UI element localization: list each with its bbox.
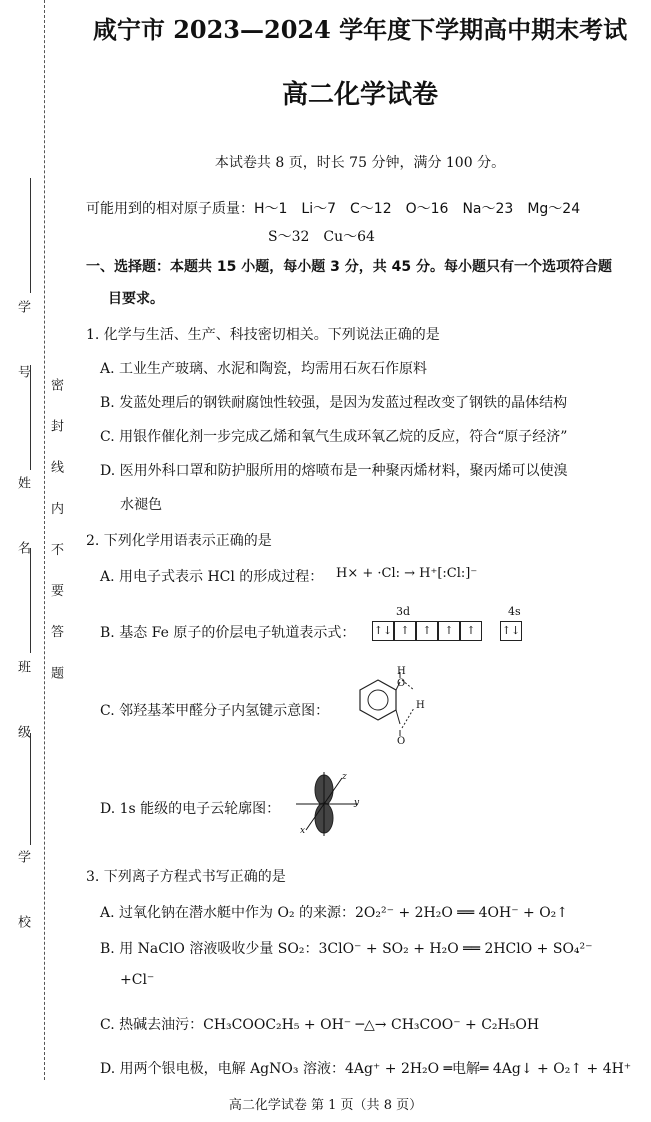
atomic-masses-line2: S～32 Cu～64 <box>268 229 375 245</box>
q3-option-b: B. 用 NaClO 溶液吸收少量 SO₂：3ClO⁻ + SO₂ + H₂O ══ 2HClO + SO₄²⁻ <box>100 941 593 957</box>
q2-option-b: B. 基态 Fe 原子的价层电子轨道表示式： <box>100 625 356 641</box>
orbital-4s-boxes <box>500 620 522 641</box>
q2-option-a: A. 用电子式表示 HCl 的形成过程： <box>100 569 324 585</box>
atomic-masses-line1: 可能用到的相对原子质量：H～1 Li～7 C～12 O～16 Na～23 Mg～24 <box>86 201 581 217</box>
section-heading-line2: 目要求。 <box>108 291 164 307</box>
page-footer: 高二化学试卷 第 1 页（共 8 页） <box>228 1098 423 1113</box>
axis-y-label: y <box>354 798 360 808</box>
orbital-box: ↑ <box>438 621 460 641</box>
q3-option-b-cont: +Cl⁻ <box>120 972 155 988</box>
q2-option-c: C. 邻羟基苯甲醛分子内氢键示意图： <box>100 703 330 719</box>
q2-option-a-formula: H× + ·Cl: → H⁺[:Cl:]⁻ <box>336 566 478 581</box>
q1-option-d-cont: 水褪色 <box>120 497 162 513</box>
orbital-box: ↑ <box>460 621 482 641</box>
q1-option-c: C. 用银作催化剂一步完成乙烯和氧气生成环氧乙烷的反应，符合“原子经济” <box>100 429 568 445</box>
exam-info: 本试卷共 8 页，时长 75 分钟，满分 100 分。 <box>214 155 506 171</box>
orbital-box: ↑ <box>394 621 416 641</box>
seal-notice: 密 封 线 内 不 要 答 题 <box>48 378 63 691</box>
q1-stem: 1. 化学与生活、生产、科技密切相关。下列说法正确的是 <box>86 327 440 343</box>
q1-option-b: B. 发蓝处理后的钢铁耐腐蚀性较强，是因为发蓝过程改变了钢铁的晶体结构 <box>100 395 568 411</box>
axis-z-label: z <box>342 772 347 782</box>
q1-option-d: D. 医用外科口罩和防护服所用的熔喷布是一种聚丙烯材料，聚丙烯可以使溴 <box>100 463 568 479</box>
orbital-3d-boxes <box>372 620 482 641</box>
orbital-box: ↑↓ <box>500 621 522 641</box>
orbital-4s-label: 4s <box>508 605 521 618</box>
q1-option-a: A. 工业生产玻璃、水泥和陶瓷，均需用石灰石作原料 <box>100 361 428 377</box>
section-heading-line1: 一、选择题：本题共 15 小题，每小题 3 分，共 45 分。每小题只有一个选项符合题 <box>86 259 612 275</box>
class-underline <box>30 548 31 653</box>
seal-dashed-line <box>44 0 45 1080</box>
name-underline <box>30 365 31 470</box>
molecule-o-bottom: O <box>397 736 406 747</box>
molecule-h-top: H <box>397 666 406 677</box>
school-label: 学 校 <box>15 850 30 953</box>
class-label: 班 级 <box>15 660 30 763</box>
molecule-o-top: O <box>397 678 406 689</box>
q3-option-c: C. 热碱去油污：CH₃COOC₂H₅ + OH⁻ ─△→ CH₃COO⁻ + C₂H₅OH <box>100 1017 540 1033</box>
q3-option-d: D. 用两个银电极，电解 AgNO₃ 溶液：4Ag⁺ + 2H₂O ═电解═ 4Ag↓ + O₂↑ + 4H⁺ <box>100 1061 632 1077</box>
q2-option-d: D. 1s 能级的电子云轮廓图： <box>100 801 281 817</box>
number-label: 学 号 <box>15 300 30 403</box>
molecule-h-right: H <box>416 700 425 711</box>
orbital-box: ↑↓ <box>372 621 394 641</box>
exam-title: 咸宁市 2023—2024 学年度下学期高中期末考试 <box>92 15 628 44</box>
q3-stem: 3. 下列离子方程式书写正确的是 <box>86 869 286 885</box>
axis-x-label: x <box>300 826 306 836</box>
q3-option-a: A. 过氧化钠在潜水艇中作为 O₂ 的来源：2O₂²⁻ + 2H₂O ══ 4OH⁻ + O₂↑ <box>100 905 569 921</box>
number-underline <box>30 178 31 293</box>
orbital-3d-label: 3d <box>396 605 411 618</box>
orbital-box: ↑ <box>416 621 438 641</box>
q2-stem: 2. 下列化学用语表示正确的是 <box>86 533 272 549</box>
paper-subtitle: 高二化学试卷 <box>281 80 438 110</box>
school-underline <box>30 733 31 845</box>
name-label: 姓 名 <box>15 476 30 579</box>
